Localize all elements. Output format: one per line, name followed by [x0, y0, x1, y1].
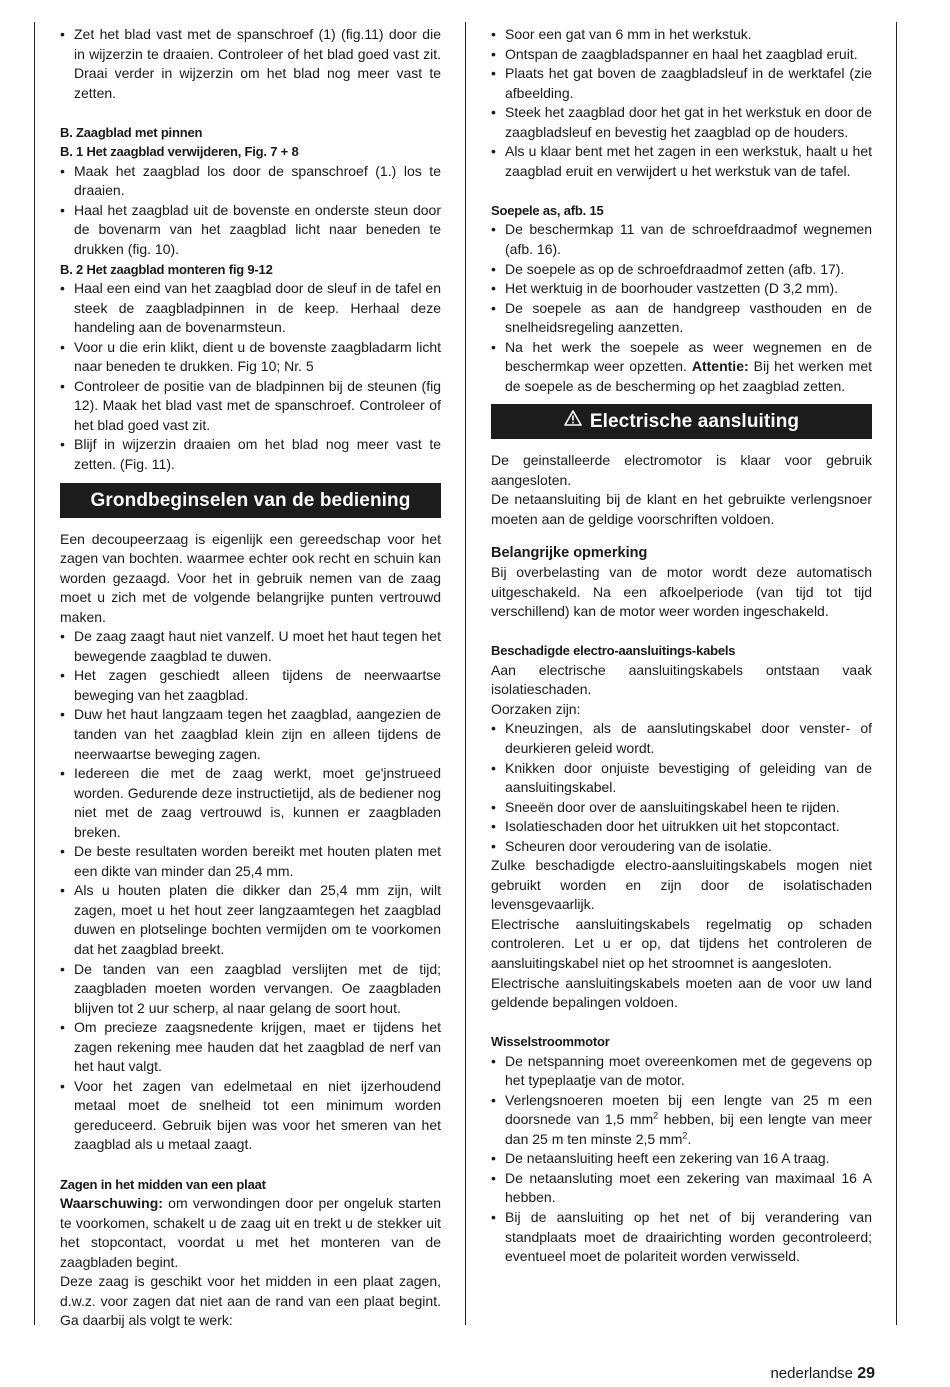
- list-item: • Als u klaar bent met het zagen in een werkstuk, haalt u het zaagblad eruit en verwijdert u het werkstuk van de tafel.: [491, 142, 872, 181]
- paragraph: Electrische aansluitingskabels moeten aan de voor uw land geldende bepalingen voldoen.: [491, 974, 872, 1011]
- list-item-text: Verlengsnoeren moeten bij een lengte van 25 m een doorsnede van 1,5 mm: [505, 1091, 872, 1128]
- list-item: • Knikken door onjuiste bevestiging of geleiding van de aansluitingskabel.: [491, 759, 872, 798]
- warning-paragraph: [60, 1194, 441, 1272]
- superscript: 2: [682, 1130, 688, 1141]
- flex-last-text: Na het werk the soepele as weer wegnemen en de beschermkap weer opzetten.: [505, 338, 872, 375]
- list-item: • Om precieze zaagsnedente krijgen, maet er tijdens het zagen rekening mee hauden dat het zaagblad de nerf van het haut valgt.: [60, 1018, 441, 1077]
- list-item: • Het zagen geschiedt alleen tijdens de neerwaartse beweging van het zaagblad.: [60, 666, 441, 705]
- list-item: • De beschermkap 11 van de schroefdraadmof wegnemen (afb. 16).: [491, 220, 872, 259]
- list-item: • Kneuzingen, als de aanslutingskabel door venster- of deurkieren geleid wordt.: [491, 719, 872, 758]
- attention-text: Bij het werken met de soepele as de bescherming op het zaagblad zetten.: [505, 358, 872, 394]
- list-item: • Voor u die erin klikt, dient u de bovenste zaagbladarm licht naar beneden te drukken. Fig 10; Nr. 5: [60, 338, 441, 377]
- list-item: • Het werktuig in de boorhouder vastzetten (D 3,2 mm).: [491, 279, 872, 299]
- list-item: • Iedereen die met de zaag werkt, moet ge'jnstrueed worden. Gedurende deze instructietijd, als de bediener nog niet met de zaag vertrouwd is, kunnen er zaagbladen breken.: [60, 764, 441, 842]
- warning-triangle-icon: [564, 403, 582, 438]
- list-item: • Plaats het gat boven de zaagbladsleuf in de werktafel (zie afbeelding.: [491, 64, 872, 103]
- paragraph: Bij overbelasting van de motor wordt deze automatisch uitgeschakeld. Na een afkoelperiode (van tijd tot tijd verschillend) kan de motor weer worden ingeschakeld.: [491, 564, 872, 620]
- mid-plate-text: Deze zaag is geschikt voor het midden in een plaat zagen, d.w.z. voor zagen dat niet aan de rand van een plaat begint. Ga daarbij als volgt te werk:: [60, 1273, 441, 1329]
- column-divider-right: [896, 22, 897, 1325]
- list-item: • De beste resultaten worden bereikt met houten platen met een dikte van minder dan 25,4 mm.: [60, 842, 441, 881]
- column-divider-left: [34, 22, 35, 1325]
- list-item: • De tanden van een zaagblad verslijten met de tijd; zaagbladen moeten worden vervangen. Oe zaagbladen blijven tot 2 uur scherp, al naar gelang de soort hout.: [60, 960, 441, 1019]
- heading-ac-motor: Wisselstroommotor: [491, 1034, 610, 1050]
- list-item-text: hebben, bij een lengte van meer dan 25 m ten minste 2,5 mm: [505, 1111, 872, 1147]
- warning-label: Waarschuwing:: [60, 1195, 163, 1212]
- superscript: 2: [653, 1110, 659, 1121]
- list-item: • Scheuren door veroudering van de isolatie.: [491, 837, 872, 857]
- section-intro: Een decoupeerzaag is eigenlijk een gereedschap voor het zagen van bochten. waarmee echter ook recht en schuin kan worden gezaagd. Voor het in gebruik nemen van de zaag moet u zich met de volgende belangrijke punten vertrouwd maken.: [60, 530, 441, 625]
- list-item-text: .: [687, 1130, 692, 1147]
- list-item: • Voor het zagen van edelmetaal en niet ijzerhoudend metaal moet de snelheid tot een minimum worden gereduceerd. Gebruik bijen was voor het smeren van het zaagblad als u metaal zaagt.: [60, 1077, 441, 1155]
- list-item: • Duw het haut langzaam tegen het zaagblad, aangezien de tanden van het zaagblad klein zijn en alleen tijdens de neerwaartse beweging zagen.: [60, 705, 441, 764]
- list-item: • Als u houten platen die dikker dan 25,4 mm zijn, wilt zagen, moet u het hout zeer langzaamtegen het zaagblad duwen en plotselinge bochten vermijden om te voorkomen dat het zaagblad breekt.: [60, 881, 441, 959]
- list-item: • De soepele as aan de handgreep vasthouden en de snelheidsregeling aanzetten.: [491, 299, 872, 338]
- heading-b2: B. 2 Het zaagblad monteren fig 9-12: [60, 261, 273, 277]
- heading-note: Belangrijke opmerking: [491, 544, 648, 561]
- heading-b1: B. 1 Het zaagblad verwijderen, Fig. 7 + 8: [60, 144, 299, 160]
- paragraph: Electrische aansluitingskabels regelmatig op schaden controleren. Let u er op, dat tijdens het controleren de aansluitingskabel niet op het stroomnet is aangesloten.: [491, 915, 872, 971]
- paragraph: Zulke beschadigde electro-aansluitingskabels mogen niet gebruikt worden en zijn door de isolatischaden levensgevaarlijk.: [491, 857, 872, 913]
- list-item: • De netaansluiting heeft een zekering van 16 A traag.: [491, 1149, 872, 1169]
- section-title-bar: [491, 404, 872, 439]
- column-divider-center: [465, 22, 466, 1325]
- list-item: • Steek het zaagblad door het gat in het werkstuk en door de zaagbladsleuf en bevestig het zaagblad op de houders.: [491, 103, 872, 142]
- paragraph: De geinstalleerde electromotor is klaar voor gebruik aangesloten.: [491, 452, 872, 488]
- list-item: • De netspanning moet overeenkomen met de gegevens op het typeplaatje van de motor.: [491, 1052, 872, 1091]
- heading-b: B. Zaagblad met pinnen: [60, 124, 203, 140]
- footer-language: nederlandse: [770, 1365, 854, 1382]
- left-column: [60, 25, 441, 1331]
- list-item: • Ontspan de zaagbladspanner en haal het zaagblad eruit.: [491, 45, 872, 65]
- list-item: • Haal een eind van het zaagblad door de sleuf in de tafel en steek de zaagbladpinnen in de keep. Herhaal deze handeling aan de bovenarmsteun.: [60, 279, 441, 338]
- warning-text: om verwondingen door per ongeluk starten te voorkomen, schakelt u de zaag uit en trekt u de stekker uit het stopcontact, voordat u met het monteren van de zaagbladen begint.: [60, 1195, 441, 1270]
- list-item: • Isolatieschaden door het uitrukken uit het stopcontact.: [491, 817, 872, 837]
- list-item: • Sneeën door over de aansluitingskabel heen te rijden.: [491, 798, 872, 818]
- page-footer: [770, 1365, 875, 1383]
- list-item: • Zet het blad vast met de spanschroef (1) (fig.11) door die in wijzerzin te draaien. Controleer of het blad goed vast zit. Draai verder in wijzerzin om het blad nog meer vast te zetten.: [60, 25, 441, 103]
- list-item: [491, 1091, 872, 1150]
- list-item: • Haal het zaagblad uit de bovenste en onderste steun door de bovenarm van het zaagblad licht naar beneden te drukken (fig. 10).: [60, 201, 441, 260]
- section-title-bar: [60, 483, 441, 518]
- list-item: • Soor een gat van 6 mm in het werkstuk.: [491, 25, 872, 45]
- section-title: Grondbeginselen van de bediening: [90, 489, 411, 511]
- paragraph: De netaansluiting bij de klant en het gebruikte verlengsnoer moeten aan de geldige voorschriften voldoen.: [491, 491, 872, 527]
- list-item: • De netaansluting moet een zekering van maximaal 16 A hebben.: [491, 1169, 872, 1208]
- heading-cables: Beschadigde electro-aansluitings-kabels: [491, 643, 736, 659]
- heading-flex-shaft: Soepele as, afb. 15: [491, 202, 604, 218]
- section-title: Electrische aansluiting: [589, 411, 800, 433]
- list-item: • De soepele as op de schroefdraadmof zetten (afb. 17).: [491, 260, 872, 280]
- list-item: • Bij de aansluiting op het net of bij verandering van standplaats moet de draairichting worden gecontroleerd; eventueel moet de polariteit worden verwisseld.: [491, 1208, 872, 1267]
- heading-mid-plate: Zagen in het midden van een plaat: [60, 1176, 266, 1192]
- right-column: [491, 25, 872, 1267]
- list-item: • Controleer de positie van de bladpinnen bij de steunen (fig 12). Maak het blad vast met de spanschroef. Controleer of het blad goed vast zit.: [60, 377, 441, 436]
- list-item: • Maak het zaagblad los door de spanschroef (1.) los te draaien.: [60, 162, 441, 201]
- paragraph: Aan electrische aansluitingskabels ontstaan vaak isolatieschaden.: [491, 661, 872, 698]
- list-item: • De zaag zaagt haut niet vanzelf. U moet het haut tegen het bewegende zaagblad te duwen.: [60, 627, 441, 666]
- page-number: 29: [857, 1365, 875, 1382]
- paragraph: Oorzaken zijn:: [491, 700, 581, 717]
- list-item: • Blijf in wijzerzin draaien om het blad nog meer vast te zetten. (Fig. 11).: [60, 435, 441, 474]
- attention-label: Attentie:: [691, 358, 749, 375]
- list-item: [491, 338, 872, 397]
